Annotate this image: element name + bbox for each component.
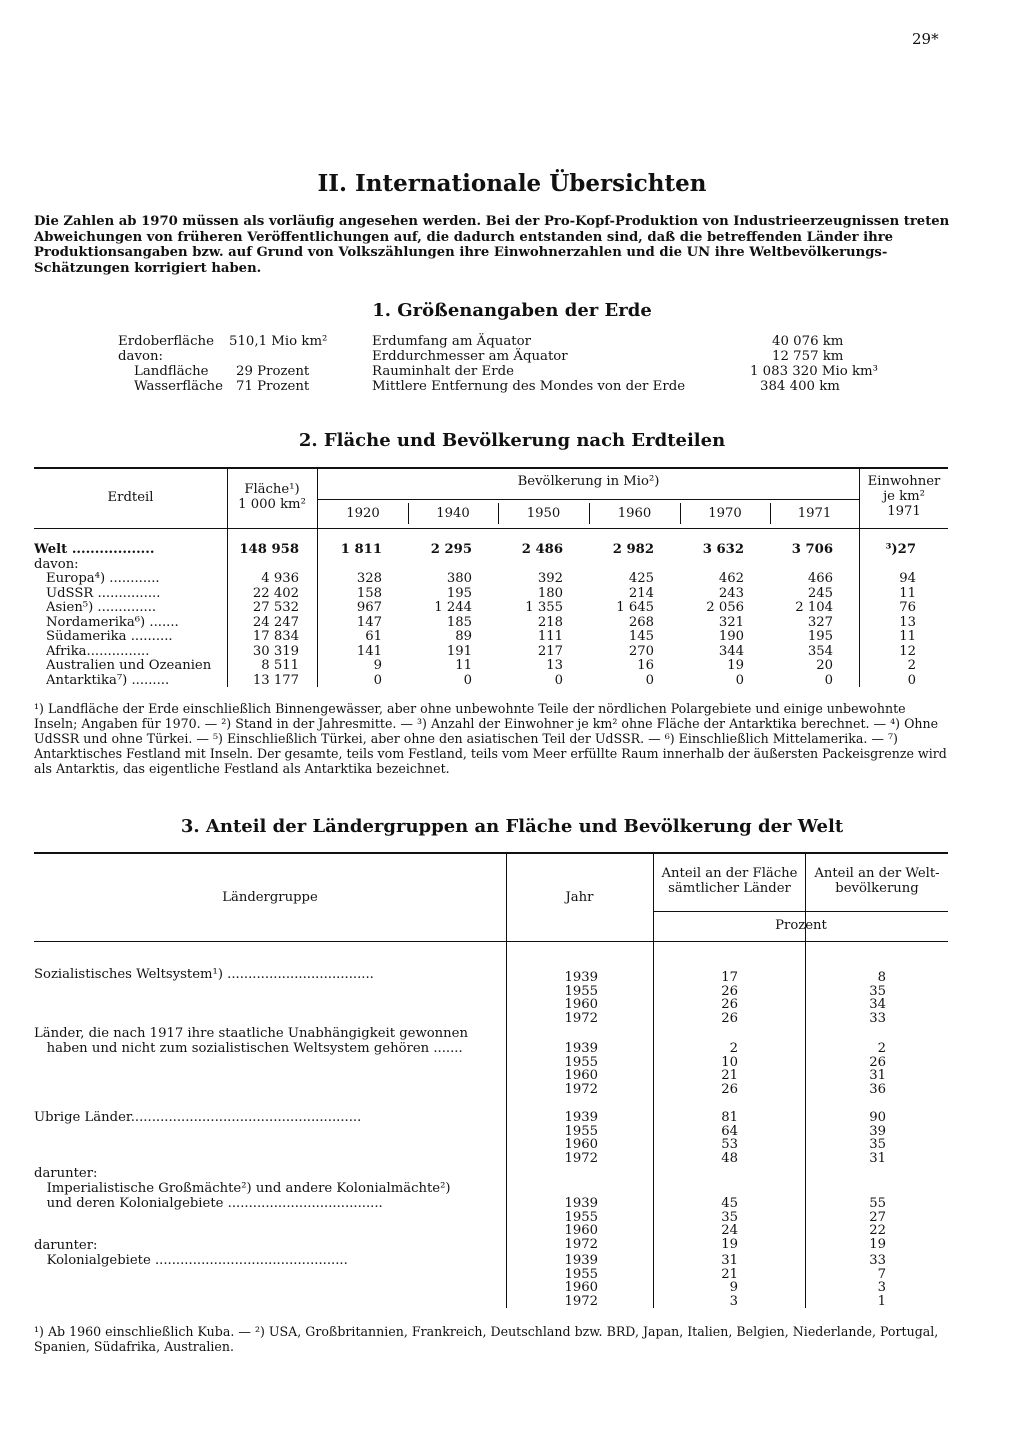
table-cell-pop: 2 982 [612,542,654,557]
table-cell-pop: 111 [537,629,563,644]
table-cell-pop: 9 [373,658,382,673]
col-group: Ländergruppe [222,890,318,905]
population-share-cell: 26 [869,1054,886,1070]
table2-top-rule [34,467,948,469]
table-cell-pop: 195 [446,585,472,601]
table-cell-pop: 61 [365,629,382,644]
year-cell: 1972 [564,1236,598,1252]
col-flaeche-1: Fläche¹) [244,482,300,497]
table-cell-pop: 3 706 [791,542,833,557]
table-cell-pop: 2 486 [521,542,563,557]
table-cell-pop: 392 [537,571,563,586]
col-flaeche-2: 1 000 km² [238,497,306,512]
table-cell-pop: 0 [373,672,382,688]
col-year: Jahr [565,890,594,905]
group-label: darunter: [34,1166,98,1181]
table-cell-pop: 967 [356,600,382,615]
table-cell-area: 4 936 [261,571,299,586]
area-share-cell: 48 [721,1150,738,1166]
area-share-cell: 45 [721,1196,738,1211]
intro-text: Die Zahlen ab 1970 müssen als vorläufig angesehen werden. Bei der Pro-Kopf-Produktion von Industrieerzeugnissen treten Abweichungen von früheren Veröffentlichungen auf, die dadurch entstanden sind, daß die betreffenden Länder ihre Produktionsangaben bzw. auf Grund von Volkszählungen ihre Einwohnerzahlen und die UN ihre Weltbevölkerungs-Schätzungen korrigiert haben. [34,214,950,276]
section1-title: 1. Größenangaben der Erde [372,300,652,321]
s1-right-value-0: 40 076 km [772,334,844,349]
table-cell-pop: 380 [446,571,472,586]
table-cell-pop: 20 [816,658,833,673]
table-row-label: Asien⁵) .............. [46,600,157,615]
table-cell-pop: 328 [356,571,382,586]
table-cell-density: ³)27 [885,542,916,557]
year-cell: 1960 [564,1137,598,1152]
table-cell-pop: 354 [807,643,833,659]
s1-left-value-2: 29 Prozent [236,364,310,379]
table-cell-area: 27 532 [252,600,299,615]
s1-right-value-3: 384 400 km [760,379,840,394]
table-cell-density: 0 [907,672,916,688]
table-row-label: Australien und Ozeanien [46,658,212,673]
population-share-cell: 8 [877,970,886,985]
page-number: 29* [912,30,939,48]
col-pop-1: Anteil an der Welt- [814,866,940,881]
group-label: Sozialistisches Weltsystem¹) ................................... [34,967,374,982]
area-share-cell: 9 [729,1280,738,1295]
year-cell: 1939 [564,1196,598,1211]
area-share-cell: 21 [721,1266,738,1282]
table-cell-pop: 141 [356,643,382,659]
year-divider [408,503,409,524]
s1-left-label-3: Wasserfläche [134,379,223,394]
s1-right-value-2: 1 083 320 Mio km³ [750,364,878,379]
year-divider [498,503,499,524]
table-cell-pop: 13 [546,658,563,673]
table-row-label: UdSSR ............... [46,585,161,601]
year-cell: 1939 [564,1110,598,1125]
population-share-cell: 1 [877,1293,886,1309]
table-cell-pop: 0 [554,672,563,688]
year-cell: 1955 [564,983,598,999]
table3-head-rule [34,941,948,942]
population-share-cell: 33 [869,1010,886,1026]
population-share-cell: 33 [869,1253,886,1268]
table-cell-pop: 11 [455,658,472,673]
table-cell-pop: 89 [455,629,472,644]
table-cell-density: 11 [899,629,916,644]
page-title: II. Internationale Übersichten [317,170,707,197]
year-header: 1950 [526,506,561,521]
table-cell-pop: 0 [735,672,744,688]
year-cell: 1972 [564,1150,598,1166]
population-share-cell: 39 [869,1123,886,1139]
table-cell-density: 12 [899,643,916,659]
group-label: darunter: [34,1238,98,1253]
col-einw-1: Einwohner [867,474,941,489]
table-cell-density: 94 [899,571,916,586]
s1-right-label-2: Rauminhalt der Erde [372,364,514,379]
table-cell-area: 17 834 [252,629,299,644]
area-share-cell: 26 [721,997,738,1012]
col-area-1: Anteil an der Fläche [661,866,798,881]
table-row-label: Afrika............... [46,643,150,659]
table-cell-pop: 245 [807,585,833,601]
table-cell-pop: 19 [727,658,744,673]
population-share-cell: 7 [877,1266,886,1282]
table-cell-pop: 2 104 [795,600,833,615]
s1-left-label-0: Erdoberfläche [118,334,214,349]
population-share-cell: 3 [877,1280,886,1295]
year-header: 1971 [797,506,832,521]
group-label: und deren Kolonialgebiete ..................................... [34,1196,383,1211]
table-cell-pop: 0 [824,672,833,688]
table-cell-pop: 270 [628,643,654,659]
population-share-cell: 34 [869,997,886,1012]
table-cell-area: 30 319 [252,643,299,659]
area-share-cell: 81 [721,1110,738,1125]
table-cell-pop: 1 645 [616,600,654,615]
year-cell: 1960 [564,1068,598,1083]
col-einw-3: 1971 [887,504,921,519]
table-cell-pop: 243 [718,585,744,601]
year-cell: 1939 [564,1041,598,1056]
area-share-cell: 26 [721,1081,738,1097]
table-cell-density: 13 [899,614,916,630]
table-cell-pop: 2 295 [430,542,472,557]
table-row-label: Südamerika .......... [46,629,173,644]
area-share-cell: 31 [721,1253,738,1268]
table-row-label: Antarktika⁷) ......... [46,672,170,688]
group-label: haben und nicht zum sozialistischen Weltsystem gehören ....... [34,1041,463,1056]
table2-footnote: ¹) Landfläche der Erde einschließlich Binnengewässer, aber ohne unbewohnte Teile der nördlichen Polargebiete und einige unbewohnte Inseln; Angaben für 1970. — ²) Stand in der Jahresmitte. — ³) Anzahl der Einwohner je km² ohne Fläche der Antarktika berechnet. — ⁴) Ohne UdSSR und ohne Türkei. — ⁵) Einschließlich Türkei, aber ohne den asiatischen Teil der UdSSR. — ⁶) Einschließlich Mittelamerika. — ⁷) Antarktisches Festland mit Inseln. Der gesamte, teils vom Festland, teils vom Meer erfüllte Raum innerhalb der äußersten Packeisgrenze wird als Antarktis, das eigentliche Festland als Antarktika bezeichnet. [34,701,947,776]
table3-subhead-rule [654,911,948,912]
population-share-cell: 31 [869,1068,886,1083]
year-header: 1940 [436,506,470,521]
table-cell-pop: 327 [807,614,833,630]
year-cell: 1955 [564,1209,598,1225]
year-cell: 1960 [564,1280,598,1295]
table-row-label: davon: [34,556,79,572]
table-cell-pop: 218 [537,614,563,630]
s1-left-label-2: Landfläche [134,364,209,379]
table-cell-pop: 344 [718,643,744,659]
year-header: 1970 [708,506,742,521]
s1-left-value-3: 71 Prozent [236,379,310,394]
table-cell-pop: 425 [628,571,654,586]
table-cell-pop: 195 [807,629,833,644]
table-cell-pop: 1 355 [525,600,563,615]
table-cell-pop: 185 [446,614,472,630]
table-cell-pop: 1 811 [340,542,382,557]
table-cell-density: 11 [899,585,916,601]
group-label: Kolonialgebiete .............................................. [34,1253,348,1268]
population-share-cell: 27 [869,1209,886,1225]
col-einw-2: je km² [883,489,925,504]
table-cell-pop: 466 [807,571,833,586]
section2-title: 2. Fläche und Bevölkerung nach Erdteilen [298,430,726,451]
population-share-cell: 35 [869,983,886,999]
year-cell: 1939 [564,970,598,985]
s1-left-value-0: 510,1 Mio km² [229,334,328,349]
table2-subhead-rule [318,499,859,500]
population-share-cell: 22 [869,1223,886,1238]
group-label: Länder, die nach 1917 ihre staatliche Unabhängigkeit gewonnen [34,1026,468,1041]
table-cell-pop: 214 [628,585,654,601]
year-cell: 1955 [564,1266,598,1282]
year-cell: 1960 [564,1223,598,1238]
table-cell-pop: 217 [537,643,563,659]
area-share-cell: 19 [721,1236,738,1252]
col-area-2: sämtlicher Länder [668,881,791,896]
table3-top-rule [34,852,948,854]
year-cell: 1939 [564,1253,598,1268]
area-share-cell: 64 [721,1123,738,1139]
s1-right-value-1: 12 757 km [772,349,844,364]
area-share-cell: 24 [721,1223,738,1238]
s1-left-label-1: davon: [118,349,164,364]
population-share-cell: 19 [869,1236,886,1252]
year-cell: 1972 [564,1293,598,1309]
table-row-label: Europa⁴) ............ [46,571,160,586]
table-cell-pop: 321 [718,614,744,630]
year-cell: 1972 [564,1010,598,1026]
year-header: 1960 [617,506,652,521]
col-bev: Bevölkerung in Mio²) [517,474,660,489]
section3-title: 3. Anteil der Ländergruppen an Fläche und Bevölkerung der Welt [180,816,844,837]
table-cell-pop: 2 056 [706,600,744,615]
group-label: Imperialistische Großmächte²) und andere Kolonialmächte²) [34,1181,451,1196]
area-share-cell: 17 [721,970,738,985]
year-divider [770,503,771,524]
area-share-cell: 2 [729,1041,738,1056]
year-header: 1920 [346,506,380,521]
table-cell-pop: 191 [446,643,472,659]
s1-right-label-0: Erdumfang am Äquator [372,334,531,349]
table-cell-pop: 180 [537,585,563,601]
s1-right-label-1: Erddurchmesser am Äquator [372,349,568,364]
col-erdteil: Erdteil [107,490,154,505]
table-cell-pop: 268 [628,614,654,630]
table-row-label: Welt .................. [34,542,155,557]
table-cell-pop: 158 [356,585,382,601]
table-cell-pop: 1 244 [434,600,472,615]
population-share-cell: 90 [869,1110,886,1125]
area-share-cell: 26 [721,1010,738,1026]
table-cell-pop: 462 [718,571,744,586]
table-cell-area: 22 402 [252,585,299,601]
area-share-cell: 3 [729,1293,738,1309]
population-share-cell: 55 [869,1196,886,1211]
table-cell-pop: 0 [463,672,472,688]
year-cell: 1955 [564,1123,598,1139]
area-share-cell: 10 [721,1054,738,1070]
table-cell-pop: 145 [628,629,654,644]
area-share-cell: 21 [721,1068,738,1083]
table-cell-area: 24 247 [252,614,299,630]
year-divider [680,503,681,524]
table-cell-area: 13 177 [252,672,299,688]
population-share-cell: 36 [869,1081,886,1097]
table2-head-rule [34,528,948,529]
table-cell-density: 2 [907,658,916,673]
year-cell: 1972 [564,1081,598,1097]
s1-right-label-3: Mittlere Entfernung des Mondes von der Erde [372,379,686,394]
population-share-cell: 2 [877,1041,886,1056]
table-cell-area: 148 958 [239,542,299,557]
area-share-cell: 26 [721,983,738,999]
population-share-cell: 35 [869,1137,886,1152]
table-cell-pop: 190 [718,629,744,644]
area-share-cell: 53 [721,1137,738,1152]
table3-footnote: ¹) Ab 1960 einschließlich Kuba. — ²) USA, Großbritannien, Frankreich, Deutschland bzw. BRD, Japan, Italien, Belgien, Niederlande, Portugal, Spanien, Südafrika, Australien. [34,1324,939,1354]
table-cell-pop: 16 [637,658,654,673]
table-cell-pop: 0 [645,672,654,688]
col-unit: Prozent [775,918,827,933]
table-row-label: Nordamerika⁶) ....... [46,614,179,630]
year-cell: 1960 [564,997,598,1012]
group-label: Übrige Länder....................................................... [34,1110,362,1125]
year-cell: 1955 [564,1054,598,1070]
table-cell-pop: 147 [356,614,382,630]
table-cell-density: 76 [899,600,916,615]
col-pop-2: bevölkerung [835,881,919,896]
year-divider [589,503,590,524]
area-share-cell: 35 [721,1209,738,1225]
population-share-cell: 31 [869,1150,886,1166]
table-cell-area: 8 511 [261,658,299,673]
table-cell-pop: 3 632 [702,542,744,557]
